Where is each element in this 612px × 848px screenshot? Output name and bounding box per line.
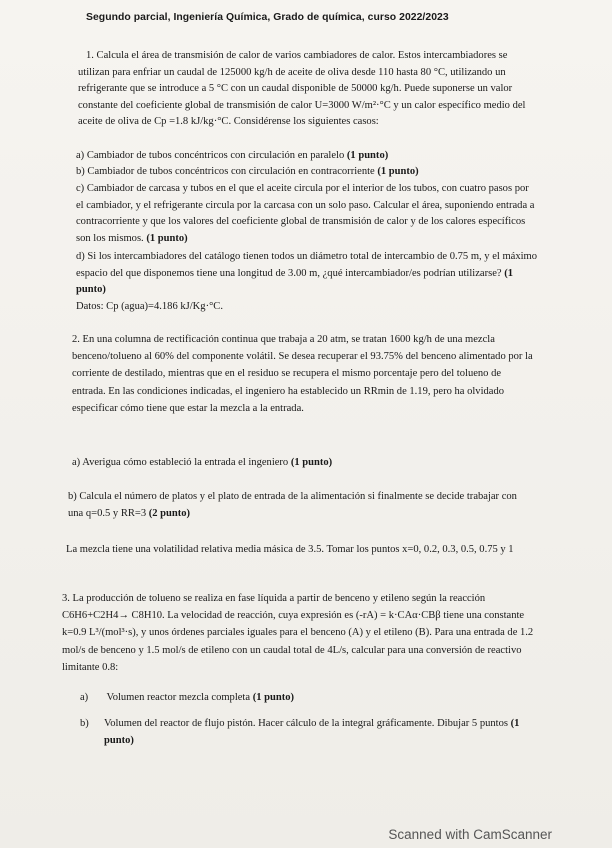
q2-intro: 2. En una columna de rectificación continua que trabaja a 20 atm, se tratan 1600 kg/h de una mezcla benceno/tolueno al 60% del componente volátil. Se desea recuperar el 93.75% del benceno alimentado por la corriente de destilado, mientras que en el residuo se recupera el mismo porcentaje pero del tolueno de entrada. En las condiciones indicadas, el ingeniero ha establecido un RRmin de 1.19, pero ha olvidado especificar cómo tiene que estar la mezcla a la entrada. xyxy=(72,334,533,414)
q1-b-points: (1 punto) xyxy=(377,166,419,177)
exam-title: Segundo parcial, Ingeniería Química, Grado de química, curso 2022/2023 xyxy=(86,12,449,23)
camscanner-watermark: Scanned with CamScanner xyxy=(388,827,552,842)
q1-a-text: a) Cambiador de tubos concéntricos con circulación en paralelo xyxy=(76,150,345,161)
q1-c-text: c) Cambiador de carcasa y tubos en el que el aceite circula por el interior de los tubos, con cuatro pasos por el cambiador, y el refrigerante circula por la carcasa con un solo paso. Calcular el área, suponiendo entrada a contracorriente y que los valores del coeficiente global de transmisión de calor y de los calores específicos son los mismos. xyxy=(76,183,535,244)
q1-item-c xyxy=(76,181,538,247)
q1-d-points: (1 punto) xyxy=(76,267,513,296)
q2-b-text: b) Calcula el número de platos y el plato de entrada de la alimentación si finalmente se decide trabajar con una q=0.5 y RR=3 xyxy=(68,491,517,519)
q1-a-points: (1 punto) xyxy=(346,150,389,161)
q2-b-points: (2 punto) xyxy=(148,507,191,519)
q3-intro-1: 3. La producción de tolueno se realiza en fase líquida a partir de benceno y etileno según la reacción xyxy=(62,593,486,604)
q3-a-points: (1 punto) xyxy=(252,692,295,703)
q1-b-text: b) Cambiador de tubos concéntricos con circulación en contracorriente xyxy=(76,166,375,177)
q1-item-b xyxy=(76,164,536,181)
q3-a-text: Volumen reactor mezcla completa xyxy=(106,692,251,703)
q1-intro: 1. Calcula el área de transmisión de calor de varios cambiadores de calor. Estos intercambiadores se utilizan para enfriar un caudal de 125000 kg/h de aceite de oliva desde 110 hasta 80 °C, utilizando un refrigerante que se introduce a 5 °C con un caudal disponible de 50000 kg/h. Puede suponerse un valor constante del coeficiente global de transmisión de calor U=3000 W/m²·°C y un calor específico medio del aceite de oliva de Cp =1.8 kJ/kg·°C. Considérense los siguientes casos: xyxy=(78,50,526,128)
q2-item-a xyxy=(72,455,532,472)
q1-c-points: (1 punto) xyxy=(146,232,188,244)
q1-item-d xyxy=(76,249,538,299)
q1-datos: Datos: Cp (agua)=4.186 kJ/Kg·°C. xyxy=(76,301,223,312)
q3-b-points: (1 punto) xyxy=(104,718,520,746)
q3-a-label: a) xyxy=(80,692,89,703)
q3-b-text: Volumen del reactor de flujo pistón. Hacer cálculo de la integral gráficamente. Dibujar 5 puntos xyxy=(104,718,508,729)
q2-a-text: a) Averigua cómo estableció la entrada el ingeniero xyxy=(72,457,289,468)
q3-b-label: b) xyxy=(80,718,89,729)
q3-intro-2: . La velocidad de reacción, cuya expresión es (-rA) = k·CAα·CBβ tiene una constante k=0.9 L³/(mol³·s), y unos órdenes parciales iguales para el benceno (A) y el etileno (B). Para una entrada de 1.2 mol/s de benceno y 1.5 mol/s de etileno con un caudal total de 4L/s, calcular para una conversión de reactivo limitante 0.8: xyxy=(62,610,534,673)
q3-intro xyxy=(62,590,538,676)
q1-item-a xyxy=(76,148,536,165)
q2-a-points: (1 punto) xyxy=(290,457,333,468)
q3-item-a xyxy=(80,690,530,707)
q3-reaction: C6H6+C2H4→ C8H10 xyxy=(62,610,162,622)
q2-item-b xyxy=(68,489,534,522)
q2-note: La mezcla tiene una volatilidad relativa media másica de 3.5. Tomar los puntos x=0, 0.2, 0.3, 0.5, 0.75 y 1 xyxy=(66,544,514,555)
q3-item-b xyxy=(80,716,544,749)
q1-d-text: d) Si los intercambiadores del catálogo tienen todos un diámetro total de intercambio de 0.75 m, y el máximo espacio del que disponemos tiene una longitud de 3.00 m, ¿qué intercambiador/es podrían utilizarse? xyxy=(76,251,538,279)
